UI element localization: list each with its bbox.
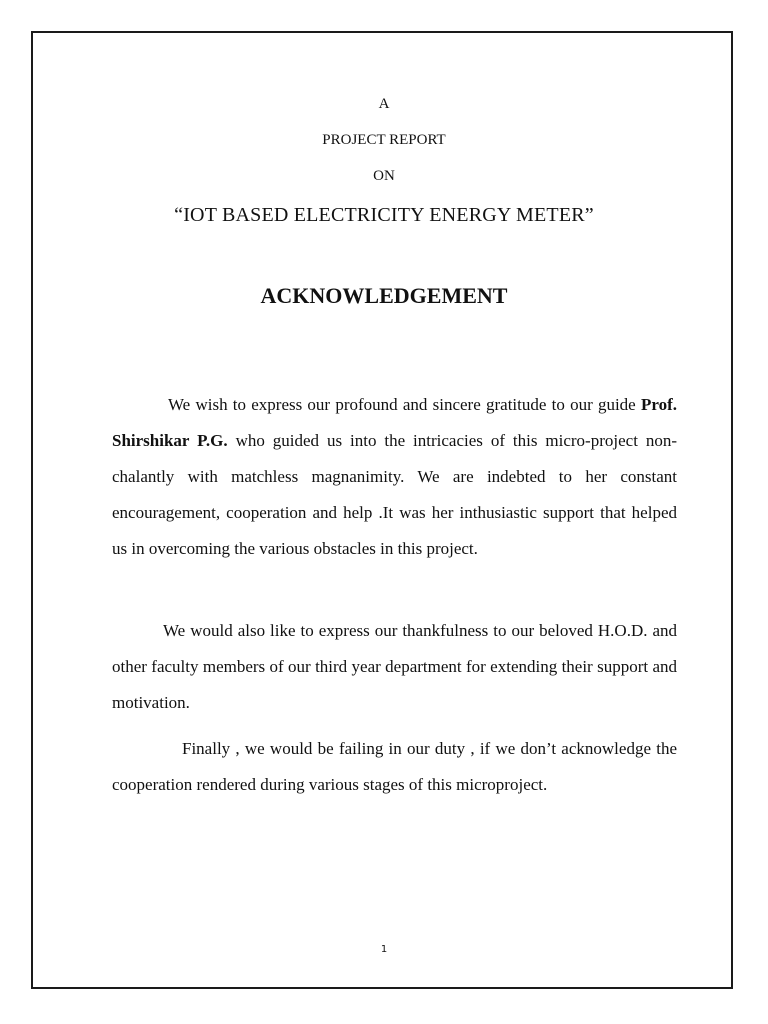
paragraph-1-intro: We wish to express our profound and sincere gratitude to our guide bbox=[168, 395, 641, 414]
cover-line-on: ON bbox=[373, 168, 395, 184]
page-number: 1 bbox=[380, 944, 388, 955]
acknowledgement-paragraph-2: We would also like to express our thankfulness to our beloved H.O.D. and other faculty members of our third year department for extending their support and motivation. bbox=[112, 621, 677, 712]
guide-name: Prof. Shirshikar P.G. bbox=[112, 395, 677, 450]
cover-line-project-report: PROJECT REPORT bbox=[322, 132, 446, 148]
acknowledgement-paragraph-3: Finally , we would be failing in our duty , if we don’t acknowledge the cooperation rendered during various stages of this microproject. bbox=[112, 739, 677, 794]
paragraph-1-rest: who guided us into the intricacies of this micro-project non-chalantly with matchless magnanimity. We are indebted to her constant encouragement, cooperation and help .It was her inthusiastic support that helped us in overcoming the various obstacles in this project. bbox=[112, 431, 677, 558]
project-title: “IOT BASED ELECTRICITY ENERGY METER” bbox=[174, 204, 594, 226]
acknowledgement-paragraph-1 bbox=[112, 387, 677, 567]
cover-line-a: A bbox=[378, 96, 390, 112]
acknowledgement-heading: ACKNOWLEDGEMENT bbox=[260, 283, 508, 308]
